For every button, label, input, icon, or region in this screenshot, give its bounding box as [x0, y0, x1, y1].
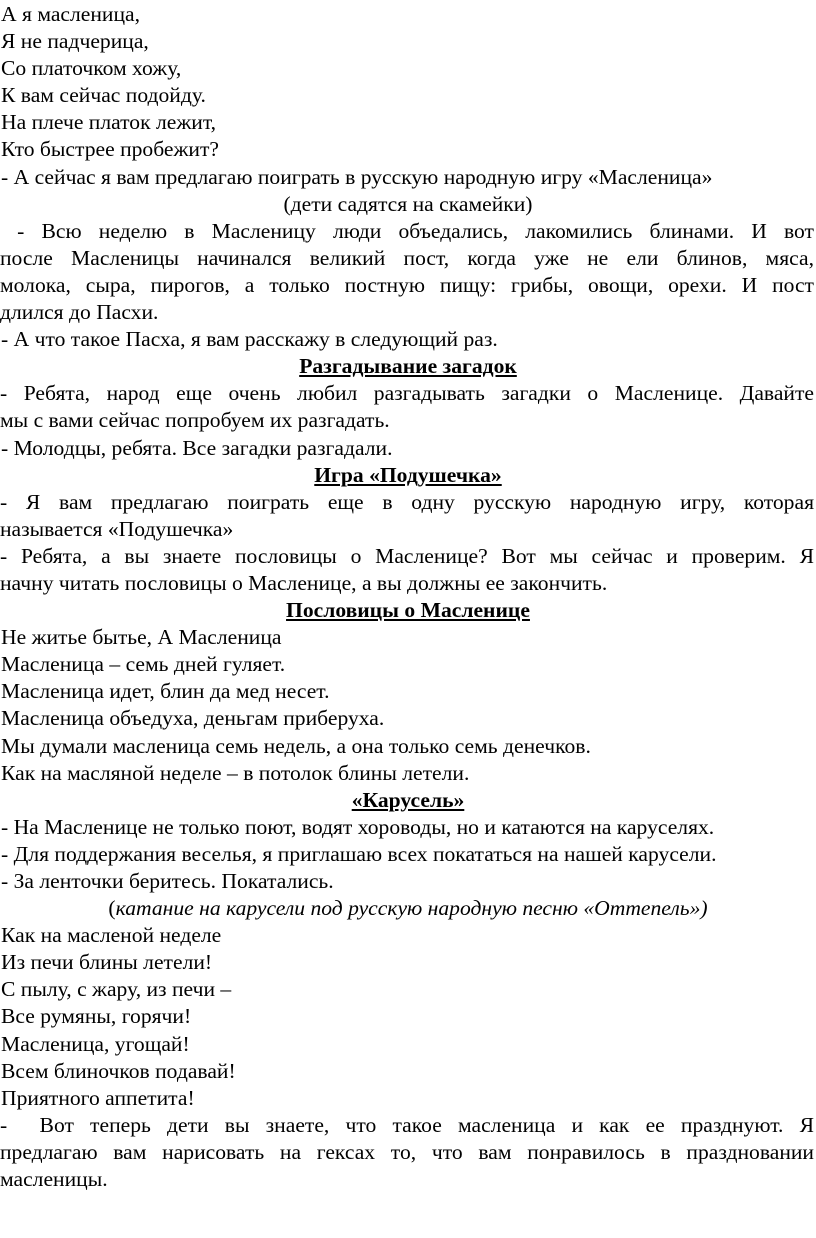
carousel-lines	[0, 814, 816, 895]
paragraph-line: масленицы.	[0, 1167, 108, 1192]
paragraph-line: предлагаю вам нарисовать на гексах то, что вам понравилось в праздновании	[0, 1139, 814, 1164]
stage-direction-carousel	[0, 895, 816, 922]
poem-line: К вам сейчас подойду.	[1, 83, 206, 108]
stage-direction-sit: (дети садятся на скамейки)	[283, 191, 533, 216]
proverb-item: Не житье бытье, А Масленица	[1, 625, 282, 650]
heading-pillow-game: Игра «Подушечка»	[314, 462, 502, 487]
proverb-item: Мы думали масленица семь недель, а она только семь денечков.	[1, 733, 591, 758]
poem-intro	[0, 1, 816, 164]
poem-line: Со платочком хожу,	[1, 56, 182, 81]
stage-direction-open-paren: (	[108, 896, 116, 921]
proverbs-list	[0, 624, 816, 787]
carousel-line: - Для поддержания веселья, я приглашаю всех покататься на нашей карусели.	[1, 841, 717, 866]
easter-line: - А что такое Пасха, я вам расскажу в следующий раз.	[1, 327, 498, 352]
paragraph-line: молока, сыра, пирогов, а только постную пищу: грибы, овощи, орехи. И пост	[0, 272, 814, 297]
heading-riddles: Разгадывание загадок	[299, 354, 517, 379]
carousel-line: - За ленточки беритесь. Покатались.	[1, 869, 334, 893]
proverb-item: Масленица – семь дней гуляет.	[1, 652, 286, 677]
poem-line: А я масленица,	[1, 2, 141, 26]
paragraph-line: - Я вам предлагаю поиграть еще в одну русскую народную игру, которая	[0, 489, 814, 514]
riddles-paragraph	[0, 380, 816, 434]
song-line: Как на масленой неделе	[1, 923, 222, 948]
song-lines	[0, 922, 816, 1112]
paragraph-line: - Ребята, народ еще очень любил разгадывать загадки о Масленице. Давайте	[0, 381, 814, 406]
stage-direction-carousel-text: катание на карусели под русскую народную песню «Оттепель»)	[115, 896, 708, 921]
paragraph-line: мы с вами сейчас попробуем их разгадать.	[0, 408, 390, 433]
song-line: Приятного аппетита!	[1, 1085, 195, 1110]
carousel-line: - На Масленице не только поют, водят хороводы, но и катаются на каруселях.	[1, 814, 715, 839]
song-line: Все румяны, горячи!	[1, 1004, 192, 1029]
heading-carousel: «Карусель»	[351, 787, 465, 812]
riddles-done-line: - Молодцы, ребята. Все загадки разгадали.	[1, 435, 393, 460]
poem-line: Я не падчерица,	[1, 29, 149, 54]
song-line: Из печи блины летели!	[1, 950, 213, 975]
paragraph-line: - Всю неделю в Масленицу люди объедались, лакомились блинами. И вот	[0, 218, 814, 243]
paragraph-line: - Ребята, а вы знаете пословицы о Масленице? Вот мы сейчас и проверим. Я	[0, 543, 814, 568]
proverb-item: Как на масляной неделе – в потолок блины летели.	[1, 760, 470, 785]
pillow-paragraph	[0, 489, 816, 543]
lent-paragraph	[0, 218, 816, 326]
invite-game-line: - А сейчас я вам предлагаю поиграть в русскую народную игру «Масленица»	[1, 164, 713, 189]
paragraph-line: длился до Пасхи.	[0, 300, 159, 325]
proverb-item: Масленица объедуха, деньгам приберуха.	[1, 706, 385, 731]
paragraph-line: - Вот теперь дети вы знаете, что такое масленица и как ее празднуют. Я	[0, 1112, 814, 1137]
paragraph-line: после Масленицы начинался великий пост, когда уже не ели блинов, мяса,	[0, 245, 814, 270]
song-line: Масленица, угощай!	[1, 1031, 190, 1056]
proverbs-intro-paragraph	[0, 543, 816, 597]
proverb-item: Масленица идет, блин да мед несет.	[1, 679, 330, 704]
final-paragraph	[0, 1112, 816, 1193]
song-line: Всем блиночков подавай!	[1, 1058, 236, 1083]
poem-line: На плече платок лежит,	[1, 110, 217, 135]
paragraph-line: называется «Подушечка»	[0, 516, 234, 541]
song-line: С пылу, с жару, из печи –	[1, 977, 232, 1002]
paragraph-line: начну читать пословицы о Масленице, а вы должны ее закончить.	[0, 570, 608, 595]
heading-proverbs: Пословицы о Масленице	[286, 598, 530, 623]
poem-line: Кто быстрее пробежит?	[1, 137, 220, 162]
